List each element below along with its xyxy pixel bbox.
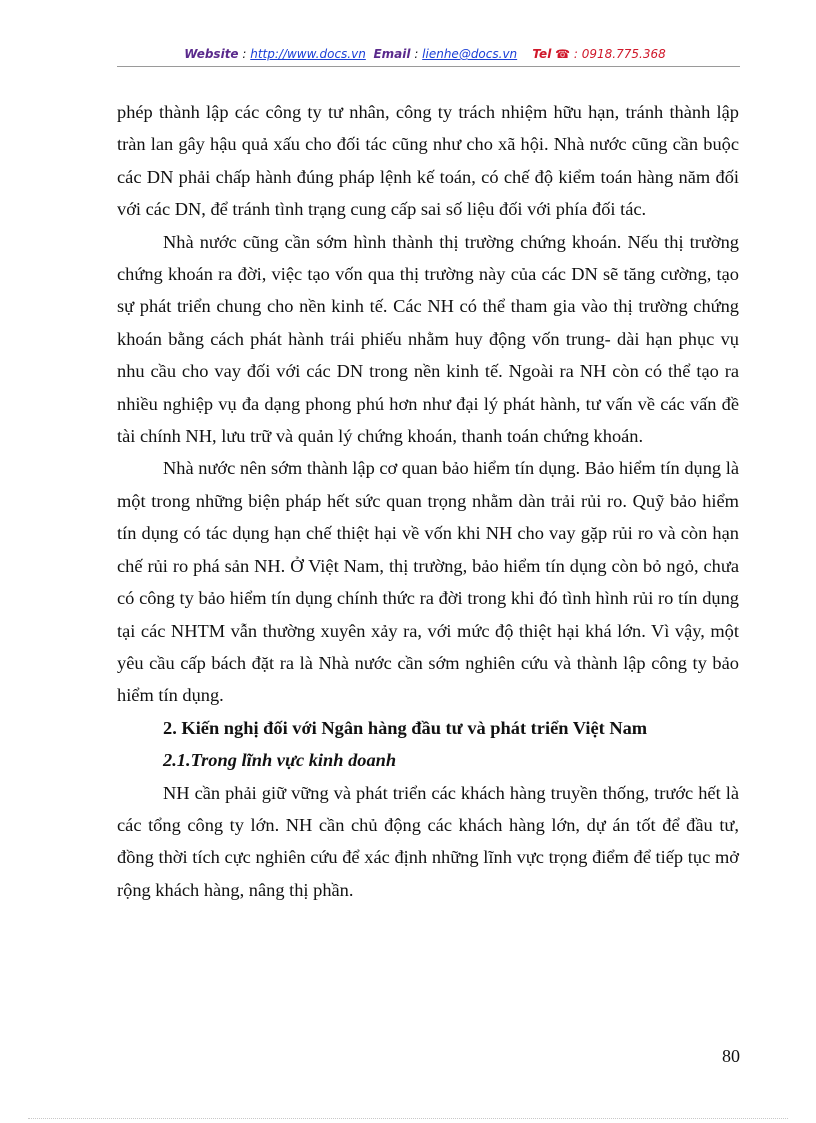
tel-label: Tel — [532, 47, 552, 61]
email-link[interactable]: lienhe@docs.vn — [422, 47, 518, 61]
header-rule — [117, 66, 740, 67]
header-separator: : — [238, 47, 251, 61]
paragraph: Nhà nước cũng cần sớm hình thành thị trường chứng khoán. Nếu thị trường chứng khoán ra đời, việc tạo vốn qua thị trường này của các DN sẽ tăng cường, tạo sự phát triển chung cho nền kinh tế. Các NH có thể tham gia vào thị trường chứng khoán bằng cách phát hành trái phiếu nhằm huy động vốn trung- dài hạn phục vụ nhu cầu cho vay đối với các DN trong nền kinh tế. Ngoài ra NH còn có thể tạo ra nhiều nghiệp vụ đa dạng phong phú hơn như đại lý phát hành, tư vấn về các vấn đề tài chính NH, lưu trữ và quản lý chứng khoán, thanh toán chứng khoán. — [117, 231, 739, 447]
document-body — [117, 96, 739, 906]
section-heading: 2. Kiến nghị đối với Ngân hàng đầu tư và phát triển Việt Nam — [163, 717, 648, 738]
page-number: 80 — [722, 1046, 740, 1066]
header-separator: : — [410, 47, 423, 61]
paragraph: Nhà nước nên sớm thành lập cơ quan bảo hiểm tín dụng. Bảo hiểm tín dụng là một trong những biện pháp hết sức quan trọng nhằm dàn trải rủi ro. Quỹ bảo hiểm tín dụng có tác dụng hạn chế thiệt hại về vốn khi NH cho vay gặp rủi ro và còn hạn chế rủi ro phá sản NH. Ở Việt Nam, thị trường, bảo hiểm tín dụng còn bỏ ngỏ, chưa có công ty bảo hiểm tín dụng chính thức ra đời trong khi đó tình hình rủi ro tín dụng tại các NHTM vẫn thường xuyên xảy ra, với mức độ thiệt hại khá lớn. Vì vậy, một yêu cầu cấp bách đặt ra là Nhà nước cần sớm nghiên cứu và thành lập công ty bảo hiểm tín dụng. — [117, 458, 739, 706]
subsection-heading: 2.1.Trong lĩnh vực kinh doanh — [163, 750, 397, 771]
website-link[interactable]: http://www.docs.vn — [250, 47, 366, 61]
website-label: Website — [184, 47, 239, 61]
tel-number: : 0918.775.368 — [570, 47, 666, 61]
paragraph: NH cần phải giữ vững và phát triển các khách hàng truyền thống, trước hết là các tổng công ty lớn. NH cần chủ động các khách hàng lớn, dự án tốt để đầu tư, đồng thời tích cực nghiên cứu để xác định những lĩnh vực trọng điểm để tiếp tục mở rộng khách hàng, nâng thị phần. — [117, 782, 739, 900]
paragraph: phép thành lập các công ty tư nhân, công ty trách nhiệm hữu hạn, tránh thành lập tràn lan gây hậu quả xấu cho đối tác cũng như cho xã hội. Nhà nước cũng cần buộc các DN phải chấp hành đúng pháp lệnh kế toán, có chế độ kiểm toán hàng năm đối với các DN, để tránh tình trạng cung cấp sai số liệu đối với phía đối tác. — [117, 102, 739, 220]
page-bottom-divider — [28, 1118, 788, 1119]
phone-icon: ☎ — [555, 47, 571, 61]
page-header — [110, 47, 740, 61]
email-label: Email — [373, 47, 411, 61]
